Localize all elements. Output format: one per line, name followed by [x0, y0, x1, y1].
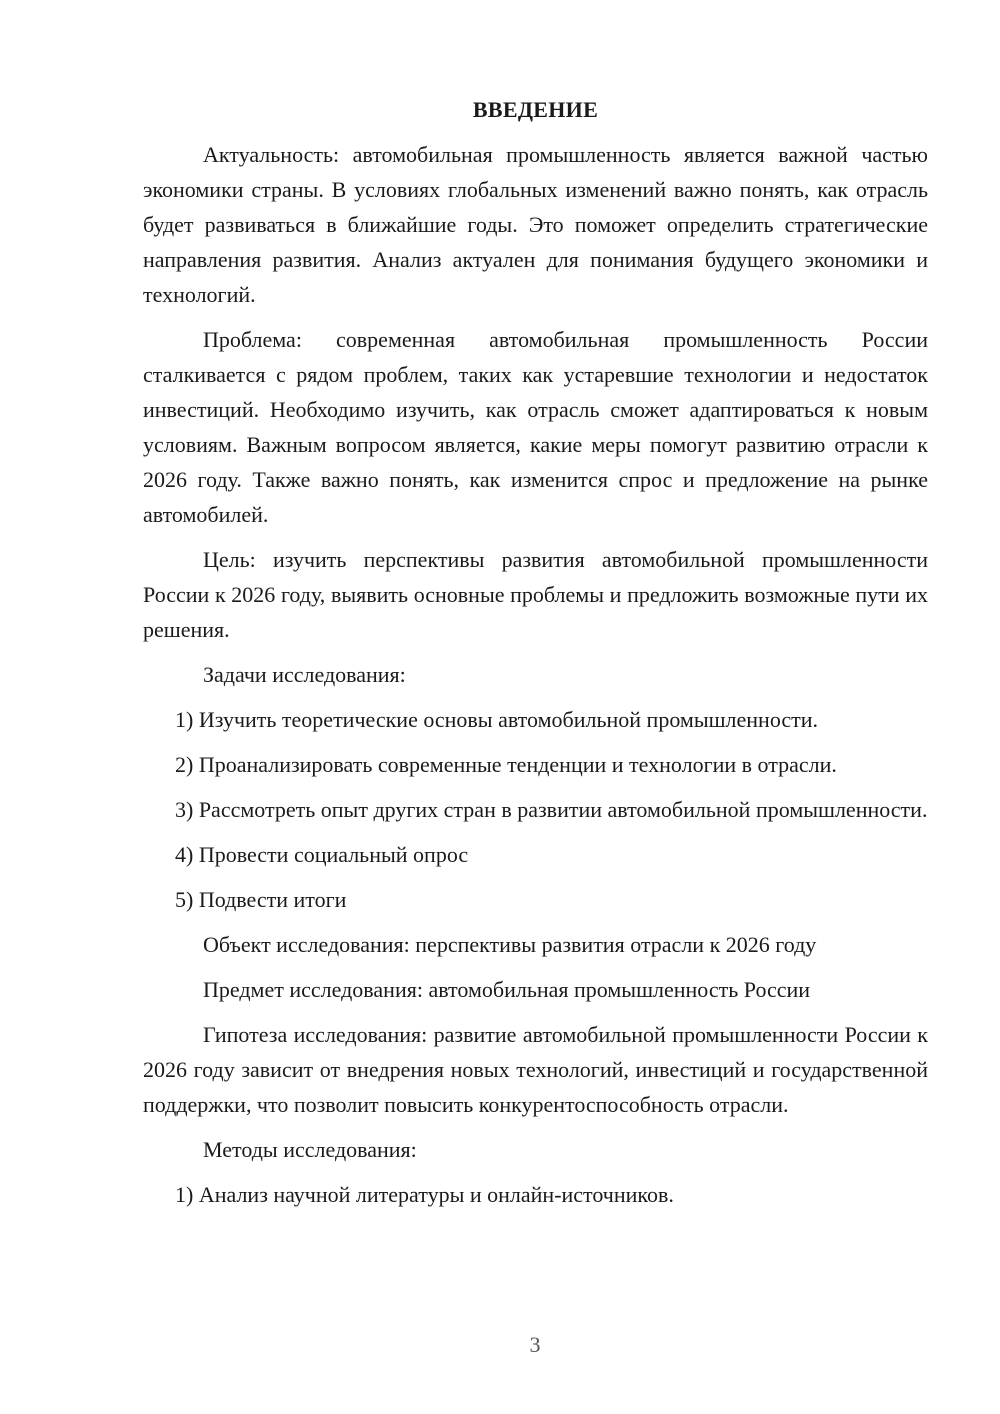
tasks-heading: Задачи исследования: [203, 662, 406, 687]
section-title: ВВЕДЕНИЕ [472, 97, 599, 122]
hypothesis-paragraph: Гипотеза исследования: развитие автомобильной промышленности России к 2026 году зависит от внедрения новых технологий, инвестиций и государственной поддержки, что позволит повысить конкурентоспособность отрасли. [143, 1022, 928, 1117]
methods-heading: Методы исследования: [203, 1137, 417, 1162]
relevance-paragraph: Актуальность: автомобильная промышленность является важной частью экономики страны. В условиях глобальных изменений важно понять, как отрасль будет развиваться в ближайшие годы. Это поможет определить стратегические направления развития. Анализ актуален для понимания будущего экономики и технологий. [143, 142, 928, 307]
task-item-4: 4) Провести социальный опрос [175, 842, 469, 867]
problem-paragraph: Проблема: современная автомобильная промышленность России сталкивается с рядом проблем, таких как устаревшие технологии и недостаток инвестиций. Необходимо изучить, как отрасль сможет адаптироваться к новым условиям. Важным вопросом является, какие меры помогут развитию отрасли к 2026 году. Также важно понять, как изменится спрос и предложение на рынке автомобилей. [143, 327, 928, 527]
goal-paragraph: Цель: изучить перспективы развития автомобильной промышленности России к 2026 году, выявить основные проблемы и предложить возможные пути их решения. [143, 547, 928, 642]
subject-paragraph: Предмет исследования: автомобильная промышленность России [203, 977, 811, 1002]
task-item-5: 5) Подвести итоги [175, 887, 347, 912]
page-content [143, 95, 928, 1222]
task-item-3: 3) Рассмотреть опыт других стран в развитии автомобильной промышленности. [175, 797, 928, 822]
object-paragraph: Объект исследования: перспективы развития отрасли к 2026 году [203, 932, 817, 957]
task-item-1: 1) Изучить теоретические основы автомобильной промышленности. [175, 707, 819, 732]
method-item-1: 1) Анализ научной литературы и онлайн-источников. [175, 1182, 674, 1207]
task-item-2: 2) Проанализировать современные тенденции и технологии в отрасли. [175, 752, 837, 777]
page-number: 3 [529, 1332, 541, 1357]
